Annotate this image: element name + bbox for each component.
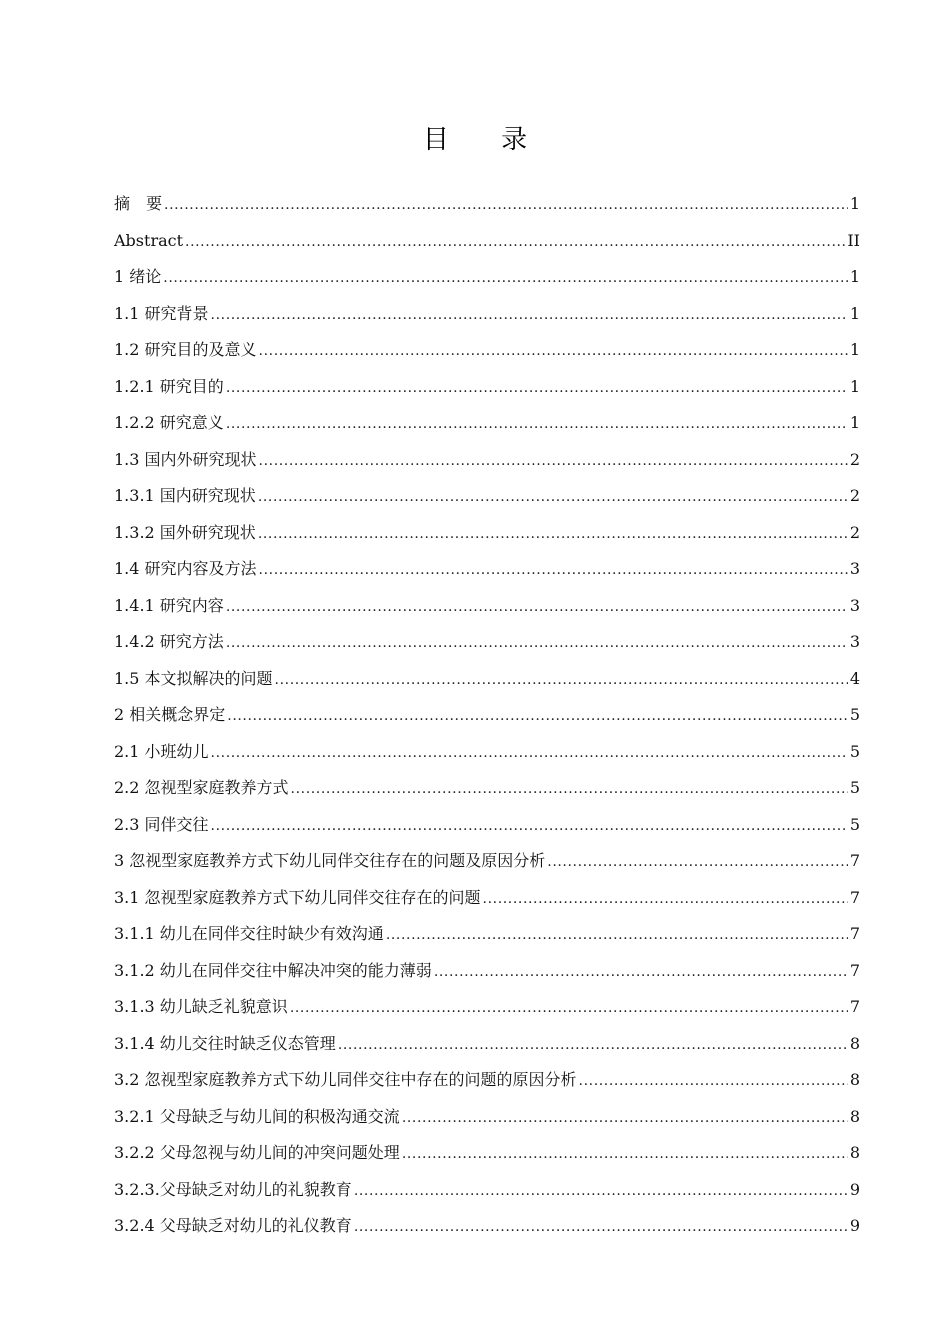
toc-entry-page: 3 xyxy=(849,595,860,615)
table-of-contents xyxy=(114,186,860,1245)
toc-leader-dots xyxy=(164,187,848,224)
toc-entry-page: 1 xyxy=(849,340,860,359)
toc-entry-label: 1.4.2 研究方法 xyxy=(114,632,224,651)
toc-entry-label: 1.3.2 国外研究现状 xyxy=(114,522,256,542)
toc-entry[interactable] xyxy=(114,186,860,223)
toc-entry-page: 5 xyxy=(849,778,860,797)
toc-entry-page: II xyxy=(847,230,860,250)
toc-leader-dots xyxy=(259,333,848,370)
toc-entry[interactable] xyxy=(114,953,860,990)
toc-entry[interactable] xyxy=(114,332,860,369)
toc-leader-dots xyxy=(211,297,848,334)
toc-entry-label: 2.3 同伴交往 xyxy=(114,814,209,834)
toc-leader-dots xyxy=(483,881,848,918)
toc-entry-label: 2 相关概念界定 xyxy=(114,705,226,724)
toc-leader-dots xyxy=(386,917,848,954)
toc-entry[interactable] xyxy=(114,697,860,734)
toc-leader-dots xyxy=(275,662,848,699)
toc-leader-dots xyxy=(163,260,848,297)
toc-entry[interactable] xyxy=(114,880,860,917)
toc-entry-label: 1.4 研究内容及方法 xyxy=(114,559,257,578)
toc-entry-page: 1 xyxy=(849,267,860,286)
toc-entry[interactable] xyxy=(114,405,860,442)
toc-entry[interactable] xyxy=(114,661,860,698)
toc-leader-dots xyxy=(226,589,848,626)
toc-leader-dots xyxy=(291,771,848,808)
toc-leader-dots xyxy=(258,516,848,553)
toc-entry-page: 5 xyxy=(849,705,860,724)
toc-leader-dots xyxy=(185,224,845,261)
toc-entry[interactable] xyxy=(114,296,860,333)
toc-entry[interactable] xyxy=(114,1099,860,1136)
toc-entry-label: 3.1.4 幼儿交往时缺乏仪态管理 xyxy=(114,1033,336,1053)
toc-leader-dots xyxy=(579,1063,848,1100)
toc-entry-label: 1.2.1 研究目的 xyxy=(114,376,224,396)
toc-entry-label: 1.2 研究目的及意义 xyxy=(114,340,257,359)
toc-entry[interactable] xyxy=(114,1135,860,1172)
toc-leader-dots xyxy=(547,844,848,881)
toc-entry[interactable] xyxy=(114,1172,860,1209)
toc-entry-label: 3.2 忽视型家庭教养方式下幼儿同伴交往中存在的问题的原因分析 xyxy=(114,1070,577,1089)
page-title: 目 录 xyxy=(422,125,550,155)
toc-entry[interactable] xyxy=(114,843,860,880)
toc-entry-page: 4 xyxy=(849,668,860,688)
toc-entry-page: 9 xyxy=(849,1216,860,1235)
toc-entry[interactable] xyxy=(114,807,860,844)
toc-entry[interactable] xyxy=(114,624,860,661)
toc-entry-label: 1.2.2 研究意义 xyxy=(114,413,224,432)
toc-entry-page: 3 xyxy=(849,559,860,578)
toc-entry[interactable] xyxy=(114,770,860,807)
toc-entry-label: 1.3.1 国内研究现状 xyxy=(114,486,256,505)
toc-leader-dots xyxy=(290,990,848,1027)
toc-entry-label: 3.1.2 幼儿在同伴交往中解决冲突的能力薄弱 xyxy=(114,960,432,980)
toc-leader-dots xyxy=(226,370,848,407)
toc-entry-page: 8 xyxy=(849,1143,860,1162)
toc-entry-label: 1.3 国内外研究现状 xyxy=(114,449,257,469)
toc-entry-page: 2 xyxy=(849,522,860,542)
toc-entry-label: 3.1.3 幼儿缺乏礼貌意识 xyxy=(114,997,288,1016)
toc-entry-label: 2.1 小班幼儿 xyxy=(114,741,209,761)
toc-leader-dots xyxy=(402,1136,848,1173)
toc-entry-page: 3 xyxy=(849,632,860,651)
toc-entry[interactable] xyxy=(114,1062,860,1099)
toc-entry-label: Abstract xyxy=(114,230,184,250)
toc-entry-page: 5 xyxy=(849,741,860,761)
toc-entry-label: 3.2.4 父母缺乏对幼儿的礼仪教育 xyxy=(114,1216,352,1235)
toc-leader-dots xyxy=(338,1027,848,1064)
toc-entry-label: 3.2.3.父母缺乏对幼儿的礼貌教育 xyxy=(114,1179,352,1199)
toc-leader-dots xyxy=(434,954,848,991)
toc-entry-page: 9 xyxy=(849,1179,860,1199)
toc-entry-page: 7 xyxy=(849,924,860,943)
toc-leader-dots xyxy=(402,1100,848,1137)
toc-entry[interactable] xyxy=(114,588,860,625)
toc-entry-page: 7 xyxy=(849,997,860,1016)
toc-leader-dots xyxy=(226,625,848,662)
toc-entry-page: 8 xyxy=(849,1106,860,1126)
toc-entry-label: 3.1.1 幼儿在同伴交往时缺少有效沟通 xyxy=(114,924,384,943)
toc-entry[interactable] xyxy=(114,1208,860,1245)
toc-entry-label: 1 绪论 xyxy=(114,267,162,286)
toc-entry-label: 3.2.2 父母忽视与幼儿间的冲突问题处理 xyxy=(114,1143,400,1162)
toc-entry-label: 1.1 研究背景 xyxy=(114,303,209,323)
toc-entry[interactable] xyxy=(114,734,860,771)
toc-entry-page: 7 xyxy=(849,887,860,907)
toc-entry-page: 5 xyxy=(849,814,860,834)
toc-entry-page: 1 xyxy=(849,376,860,396)
toc-leader-dots xyxy=(259,552,848,589)
toc-entry-page: 7 xyxy=(849,960,860,980)
toc-leader-dots xyxy=(259,443,848,480)
toc-leader-dots xyxy=(227,698,848,735)
toc-entry-label: 2.2 忽视型家庭教养方式 xyxy=(114,778,289,797)
toc-leader-dots xyxy=(226,406,848,443)
toc-entry-page: 2 xyxy=(849,449,860,469)
toc-entry[interactable] xyxy=(114,515,860,552)
toc-entry[interactable] xyxy=(114,369,860,406)
toc-entry[interactable] xyxy=(114,442,860,479)
toc-entry-label: 3 忽视型家庭教养方式下幼儿同伴交往存在的问题及原因分析 xyxy=(114,851,546,870)
toc-leader-dots xyxy=(211,735,848,772)
toc-entry-page: 8 xyxy=(849,1033,860,1053)
toc-entry-label: 1.4.1 研究内容 xyxy=(114,595,224,615)
toc-entry[interactable] xyxy=(114,259,860,296)
toc-entry-label: 3.2.1 父母缺乏与幼儿间的积极沟通交流 xyxy=(114,1106,400,1126)
toc-entry-page: 8 xyxy=(849,1070,860,1089)
toc-entry-label: 摘 要 xyxy=(114,194,163,213)
toc-entry-page: 1 xyxy=(849,194,860,213)
toc-entry-page: 7 xyxy=(849,851,860,870)
toc-entry-label: 3.1 忽视型家庭教养方式下幼儿同伴交往存在的问题 xyxy=(114,887,481,907)
toc-leader-dots xyxy=(354,1209,848,1246)
toc-entry[interactable] xyxy=(114,551,860,588)
toc-entry[interactable] xyxy=(114,989,860,1026)
toc-leader-dots xyxy=(258,479,848,516)
toc-leader-dots xyxy=(354,1173,848,1210)
toc-entry[interactable] xyxy=(114,478,860,515)
toc-entry-page: 1 xyxy=(849,303,860,323)
toc-entry[interactable] xyxy=(114,223,860,260)
toc-leader-dots xyxy=(211,808,848,845)
toc-entry[interactable] xyxy=(114,1026,860,1063)
toc-entry-label: 1.5 本文拟解决的问题 xyxy=(114,668,273,688)
toc-entry-page: 2 xyxy=(849,486,860,505)
toc-entry-page: 1 xyxy=(849,413,860,432)
toc-entry[interactable] xyxy=(114,916,860,953)
